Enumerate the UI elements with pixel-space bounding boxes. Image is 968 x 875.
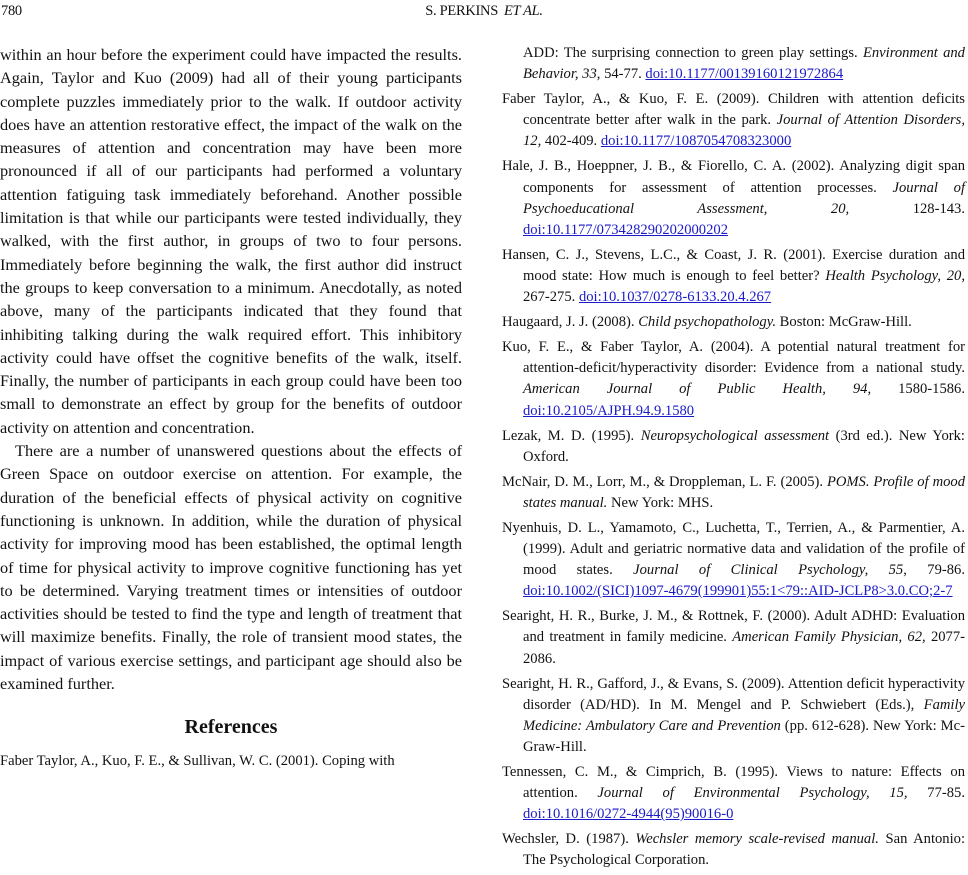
- reference-pages: 54-77.: [600, 66, 646, 83]
- reference-list: [502, 89, 965, 871]
- reference-entry: [502, 606, 965, 669]
- running-head-et-al: ET AL.: [503, 3, 543, 19]
- reference-text: Faber Taylor, A., & Kuo, F. E. (2009). Children with attention deficits concentrate better after walk in the park.: [502, 91, 965, 129]
- reference-text: 77-85.: [907, 785, 965, 802]
- doi-link[interactable]: doi:10.1177/1087054708323000: [600, 133, 792, 150]
- reference-text: ADD: The surprising connection to green play settings.: [523, 45, 863, 61]
- reference-entry-continued: [502, 43, 965, 85]
- reference-entry: [502, 472, 965, 514]
- reference-italic: POMS. Profile of mood states manual.: [523, 473, 965, 511]
- reference-entry: [502, 156, 965, 240]
- reference-entry: [502, 829, 965, 871]
- reference-text: Searight, H. R., Burke, J. M., & Rottnek, F. (2000). Adult ADHD: Evaluation and treatment in family medicine.: [502, 608, 965, 646]
- reference-text: 267-275.: [523, 289, 579, 306]
- reference-text: Hansen, C. J., Stevens, L.C., & Coast, J. R. (2001). Exercise duration and mood state: How much is enough to feel better?: [502, 246, 965, 284]
- running-head: [0, 3, 968, 20]
- doi-link[interactable]: doi:10.1016/0272-4944(95)90016-0: [523, 806, 734, 823]
- reference-italic: Child psychopathology.: [638, 314, 777, 331]
- reference-text: , 79-86.: [903, 562, 965, 579]
- reference-italic: Journal of Attention Disorders, 12,: [523, 112, 965, 150]
- reference-text: Boston: McGraw-Hill.: [776, 314, 912, 331]
- doi-link[interactable]: doi:10.2105/AJPH.94.9.1580: [523, 402, 695, 419]
- body-paragraph: There are a number of unanswered questions about the effects of Green Space on outdoor exercise on attention. For example, the duration of the beneficial effects of physical activity on cognitive functioning is unknown. In addition, while the duration of physical activity for improving mood has been established, the optimal length of time for physical activity to improve cognitive functioning has yet to be determined. Varying treatment times or intensities of outdoor activities should be tested to find the type and length of treatment that will maximize benefits. Finally, the role of transient mood states, the impact of various exercise settings, and participant age should also be examined further.: [0, 441, 462, 694]
- reference-entry: [502, 762, 965, 825]
- reference-entry: [502, 337, 965, 421]
- reference-text: Nyenhuis, D. L., Yamamoto, C., Luchetta, T., Terrien, A., & Parmentier, A. (1999). Adult and geriatric normative data and validation of the profile of mood states.: [502, 519, 965, 579]
- reference-entry: [502, 518, 965, 602]
- body-paragraph: within an hour before the experiment could have impacted the results. Again, Taylor and Kuo (2009) had all of their young participants complete puzzles immediately prior to the walk. If outdoor activity does have an attention restorative effect, the impact of the walk on the measures of attention and concentration may have been more pronounced if all of our participants had performed a voluntary attention fatiguing task immediately beforehand. Another possible limitation is that while our participants were tested individually, they walked, with the first author, in groups of two to four persons. Immediately before beginning the walk, the first author did instruct the groups to keep conversation to a minimum. Anecdotally, as noted above, many of the participants indicated that they found that inhibiting talking during the walk required effort. This inhibitory activity could have offset the cognitive benefits of the walk, itself. Finally, the number of participants in each group could have been too small to demonstrate an effect by group for the benefits of outdoor activity on attention and concentration.: [0, 45, 462, 437]
- doi-link[interactable]: doi:10.1002/(SICI)1097-4679(199901)55:1<79::AID-JCLP8>3.0.CO;2-7: [523, 583, 953, 600]
- reference-entry: [502, 245, 965, 308]
- reference-text: Tennessen, C. M., & Cimprich, B. (1995). Views to nature: Effects on attention.: [502, 764, 965, 802]
- reference-journal: Environment and Behavior, 33,: [523, 45, 965, 83]
- reference-italic: American Journal of Public Health, 94,: [523, 381, 872, 398]
- reference-italic: Family Medicine: Ambulatory Care and Prevention: [523, 696, 965, 734]
- reference-text: (pp. 612-628). New York: Mc-Graw-Hill.: [523, 717, 965, 755]
- reference-entry: [502, 426, 965, 468]
- doi-link[interactable]: doi:10.1177/073428290202000202: [523, 221, 728, 238]
- page-number: 780: [1, 3, 22, 19]
- reference-entry: [502, 674, 965, 758]
- reference-text: 2077-2086.: [523, 629, 965, 667]
- reference-italic: American Family Physician, 62,: [732, 629, 926, 646]
- doi-link[interactable]: doi:10.1037/0278-6133.20.4.267: [578, 289, 772, 306]
- reference-italic: Wechsler memory scale-revised manual.: [635, 831, 879, 848]
- reference-text: Haugaard, J. J. (2008).: [502, 314, 639, 331]
- reference-entry: [502, 89, 965, 152]
- reference-italic: Journal of Clinical Psychology, 55: [633, 562, 904, 579]
- reference-text: Searight, H. R., Gafford, J., & Evans, S. (2009). Attention deficit hyperactivity disorder (AD/HD). In M. Mengel and P. Schwiebert (Eds.),: [502, 675, 965, 713]
- references-heading: References: [184, 716, 278, 739]
- left-column: [0, 43, 462, 772]
- running-head-author: S. PERKINS: [425, 3, 498, 19]
- reference-text: (3rd ed.). New York: Oxford.: [523, 427, 965, 465]
- reference-italic: Journal of Environmental Psychology, 15,: [597, 785, 908, 802]
- right-column: [502, 43, 965, 875]
- reference-text: 128-143.: [849, 200, 965, 217]
- reference-text: 402-409.: [541, 133, 601, 150]
- reference-entry: [502, 312, 965, 333]
- reference-text: 1580-1586.: [871, 381, 965, 398]
- reference-italic: Journal of Psychoeducational Assessment, 20,: [523, 179, 966, 217]
- reference-text: Lezak, M. D. (1995).: [502, 427, 641, 444]
- reference-text: New York: MHS.: [607, 494, 714, 511]
- reference-text: Kuo, F. E., & Faber Taylor, A. (2004). A potential natural treatment for attention-deficit/hyperactivity disorder: Evidence from a national study.: [502, 339, 965, 377]
- reference-text: San Antonio: The Psychological Corporation.: [523, 831, 966, 869]
- reference-italic: Neuropsychological assessment: [640, 427, 830, 444]
- doi-link[interactable]: doi:10.1177/00139160121972864: [645, 66, 844, 83]
- reference-text: McNair, D. M., Lorr, M., & Droppleman, L. F. (2005).: [502, 473, 827, 490]
- reference-italic: Health Psychology, 20,: [825, 267, 965, 284]
- reference-text: Wechsler, D. (1987).: [502, 831, 636, 848]
- reference-entry: Faber Taylor, A., Kuo, F. E., & Sullivan, W. C. (2001). Coping with: [0, 753, 395, 770]
- reference-text: Hale, J. B., Hoeppner, J. B., & Fiorello, C. A. (2002). Analyzing digit span components for assessment of attention processes.: [502, 158, 965, 196]
- page-header: [0, 0, 968, 24]
